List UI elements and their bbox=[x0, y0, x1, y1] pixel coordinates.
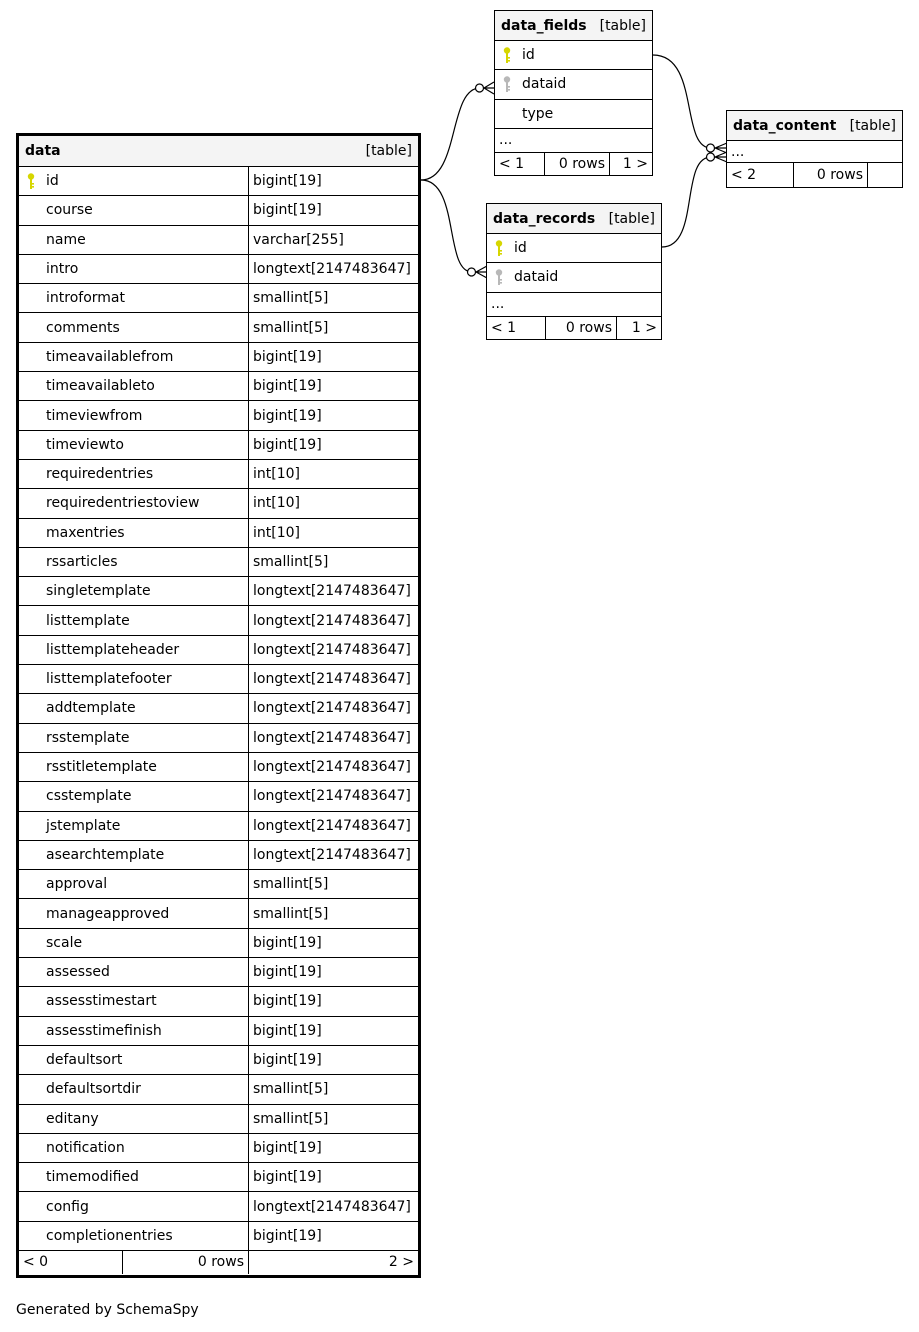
table-row[interactable] bbox=[19, 870, 418, 899]
column-name-cell bbox=[19, 1105, 249, 1133]
table-data-content[interactable] bbox=[726, 110, 903, 188]
column-name-cell bbox=[19, 489, 249, 517]
column-name: type bbox=[522, 105, 554, 122]
column-type: bigint[19] bbox=[253, 1169, 322, 1186]
table-data-fields[interactable] bbox=[494, 10, 653, 176]
table-row[interactable] bbox=[19, 1017, 418, 1046]
table-name: data_records bbox=[493, 210, 596, 227]
column-name-cell bbox=[19, 401, 249, 429]
table-row[interactable] bbox=[19, 841, 418, 870]
column-name: rsstemplate bbox=[46, 729, 130, 746]
table-row[interactable] bbox=[19, 636, 418, 665]
table-row[interactable] bbox=[19, 1046, 418, 1075]
column-name: dataid bbox=[522, 76, 567, 93]
prev-link[interactable]: < 1 bbox=[495, 153, 545, 176]
column-name-cell bbox=[19, 372, 249, 400]
table-row[interactable] bbox=[487, 234, 661, 263]
column-name: jstemplate bbox=[46, 817, 121, 834]
column-type: bigint[19] bbox=[253, 964, 322, 981]
table-row[interactable] bbox=[19, 753, 418, 782]
table-row[interactable] bbox=[19, 1192, 418, 1221]
foreign-key-icon bbox=[494, 268, 504, 286]
column-name-cell bbox=[487, 234, 661, 262]
column-name-cell bbox=[19, 1192, 249, 1220]
column-type: bigint[19] bbox=[253, 378, 322, 395]
table-header bbox=[495, 11, 652, 41]
column-name-cell bbox=[19, 987, 249, 1015]
column-type: bigint[19] bbox=[253, 1052, 322, 1069]
column-type: longtext[2147483647] bbox=[253, 583, 411, 600]
column-name-cell bbox=[19, 958, 249, 986]
column-name: addtemplate bbox=[46, 700, 136, 717]
column-name: defaultsort bbox=[46, 1052, 123, 1069]
column-name-cell bbox=[19, 167, 249, 195]
column-name: manageapproved bbox=[46, 905, 170, 922]
table-name: data_fields bbox=[501, 17, 587, 34]
column-name: timemodified bbox=[46, 1169, 139, 1186]
column-name-cell bbox=[19, 226, 249, 254]
column-name: name bbox=[46, 231, 86, 248]
column-type: smallint[5] bbox=[253, 1081, 329, 1098]
table-row[interactable] bbox=[19, 431, 418, 460]
column-name-cell bbox=[19, 606, 249, 634]
column-name-cell bbox=[19, 1163, 249, 1191]
column-name: assesstimefinish bbox=[46, 1022, 162, 1039]
prev-link[interactable]: < 2 bbox=[727, 163, 794, 187]
next-link[interactable]: 1 > bbox=[631, 320, 657, 337]
column-name: assesstimestart bbox=[46, 993, 157, 1010]
column-name: completionentries bbox=[46, 1227, 173, 1244]
row-count: 0 rows bbox=[123, 1251, 249, 1274]
table-footer bbox=[19, 1251, 418, 1274]
table-row[interactable] bbox=[19, 548, 418, 577]
column-name-cell bbox=[495, 70, 652, 98]
table-row[interactable] bbox=[19, 313, 418, 342]
column-name: listtemplateheader bbox=[46, 641, 180, 658]
column-name: defaultsortdir bbox=[46, 1081, 141, 1098]
primary-key-icon bbox=[26, 172, 36, 190]
column-type: bigint[19] bbox=[253, 407, 322, 424]
table-name: data_content bbox=[733, 117, 837, 134]
table-row[interactable] bbox=[19, 665, 418, 694]
column-type: smallint[5] bbox=[253, 1110, 329, 1127]
link-data-to-data-fields bbox=[421, 88, 480, 180]
column-name-cell bbox=[19, 753, 249, 781]
column-name-cell bbox=[19, 255, 249, 283]
column-name: listtemplatefooter bbox=[46, 671, 172, 688]
table-data[interactable] bbox=[16, 133, 421, 1278]
link-data-to-data-records bbox=[421, 180, 472, 272]
column-name: dataid bbox=[514, 269, 559, 286]
prev-link[interactable]: < 0 bbox=[19, 1251, 123, 1274]
table-row[interactable] bbox=[19, 606, 418, 635]
column-type: bigint[19] bbox=[253, 1227, 322, 1244]
column-name-cell bbox=[19, 548, 249, 576]
column-name: maxentries bbox=[46, 524, 125, 541]
column-type: longtext[2147483647] bbox=[253, 846, 411, 863]
link-data-records-to-data-content bbox=[662, 157, 711, 247]
table-row[interactable] bbox=[19, 196, 418, 225]
column-name-cell bbox=[19, 284, 249, 312]
column-name-cell bbox=[495, 100, 652, 128]
column-type: bigint[19] bbox=[253, 1022, 322, 1039]
column-name-cell bbox=[19, 196, 249, 224]
next-link[interactable]: 2 > bbox=[388, 1254, 414, 1271]
table-header bbox=[19, 136, 418, 167]
column-name: config bbox=[46, 1198, 89, 1215]
table-row[interactable] bbox=[19, 343, 418, 372]
column-name: id bbox=[46, 173, 59, 190]
table-footer bbox=[495, 153, 652, 176]
table-row[interactable] bbox=[19, 1134, 418, 1163]
column-type: bigint[19] bbox=[253, 934, 322, 951]
column-name: id bbox=[514, 240, 527, 257]
column-type: smallint[5] bbox=[253, 290, 329, 307]
table-row[interactable] bbox=[19, 782, 418, 811]
column-type: bigint[19] bbox=[253, 1139, 322, 1156]
row-count: 0 rows bbox=[546, 317, 617, 340]
column-name-cell bbox=[19, 1075, 249, 1103]
table-footer bbox=[727, 163, 902, 187]
column-name-cell bbox=[19, 841, 249, 869]
table-row[interactable] bbox=[487, 263, 661, 292]
table-kind: [table] bbox=[849, 117, 896, 134]
column-name: asearchtemplate bbox=[46, 846, 165, 863]
column-type: longtext[2147483647] bbox=[253, 759, 411, 776]
table-row[interactable] bbox=[19, 724, 418, 753]
column-name-cell bbox=[19, 431, 249, 459]
table-row[interactable] bbox=[19, 987, 418, 1016]
table-row[interactable] bbox=[19, 1163, 418, 1192]
table-footer bbox=[487, 317, 661, 340]
row-count: 0 rows bbox=[794, 163, 868, 187]
table-row[interactable] bbox=[19, 226, 418, 255]
table-row[interactable] bbox=[19, 577, 418, 606]
generated-by-label: Generated by SchemaSpy bbox=[16, 1302, 199, 1318]
column-name-cell bbox=[19, 313, 249, 341]
column-name-cell bbox=[19, 665, 249, 693]
table-row[interactable] bbox=[19, 1222, 418, 1251]
table-row[interactable] bbox=[19, 1075, 418, 1104]
column-name-cell bbox=[19, 636, 249, 664]
column-name-cell bbox=[19, 460, 249, 488]
column-type: bigint[19] bbox=[253, 993, 322, 1010]
column-list bbox=[19, 167, 418, 1251]
column-name-cell bbox=[19, 519, 249, 547]
column-type: longtext[2147483647] bbox=[253, 729, 411, 746]
column-name: course bbox=[46, 202, 93, 219]
next-link[interactable] bbox=[868, 163, 902, 187]
column-name-cell bbox=[19, 694, 249, 722]
column-type: longtext[2147483647] bbox=[253, 261, 411, 278]
column-name: intro bbox=[46, 261, 79, 278]
column-type: int[10] bbox=[253, 466, 300, 483]
column-type: bigint[19] bbox=[253, 202, 322, 219]
column-type: int[10] bbox=[253, 495, 300, 512]
column-name: comments bbox=[46, 319, 120, 336]
column-name: timeavailablefrom bbox=[46, 348, 174, 365]
more-columns: ... bbox=[495, 129, 652, 153]
table-row[interactable] bbox=[19, 284, 418, 313]
column-name-cell bbox=[487, 263, 661, 291]
column-type: longtext[2147483647] bbox=[253, 817, 411, 834]
table-row[interactable] bbox=[19, 460, 418, 489]
table-row[interactable] bbox=[495, 70, 652, 99]
column-name: approval bbox=[46, 876, 108, 893]
prev-link[interactable]: < 1 bbox=[487, 317, 546, 340]
table-name: data bbox=[25, 143, 61, 159]
column-name-cell bbox=[19, 1017, 249, 1045]
table-row[interactable] bbox=[19, 812, 418, 841]
column-name: timeavailableto bbox=[46, 378, 155, 395]
column-name-cell bbox=[19, 1134, 249, 1162]
column-name-cell bbox=[19, 343, 249, 371]
column-name: singletemplate bbox=[46, 583, 151, 600]
column-name-cell bbox=[495, 41, 652, 69]
column-type: longtext[2147483647] bbox=[253, 612, 411, 629]
row-count: 0 rows bbox=[545, 153, 610, 176]
table-kind: [table] bbox=[608, 210, 655, 227]
column-name-cell bbox=[19, 724, 249, 752]
table-row[interactable] bbox=[19, 255, 418, 284]
table-row[interactable] bbox=[19, 372, 418, 401]
column-name: rsstitletemplate bbox=[46, 759, 157, 776]
table-row[interactable] bbox=[495, 41, 652, 70]
column-name: introformat bbox=[46, 290, 125, 307]
column-name-cell bbox=[19, 812, 249, 840]
column-name: csstemplate bbox=[46, 788, 132, 805]
column-name: id bbox=[522, 47, 535, 64]
column-type: longtext[2147483647] bbox=[253, 671, 411, 688]
primary-key-icon bbox=[494, 239, 504, 257]
column-name: rssarticles bbox=[46, 554, 118, 570]
column-name-cell bbox=[19, 870, 249, 898]
column-type: smallint[5] bbox=[253, 905, 329, 922]
table-kind: [table] bbox=[365, 143, 412, 159]
column-name: editany bbox=[46, 1110, 99, 1127]
table-header bbox=[487, 204, 661, 234]
table-row[interactable] bbox=[495, 100, 652, 129]
column-type: longtext[2147483647] bbox=[253, 1198, 411, 1215]
table-row[interactable] bbox=[19, 1105, 418, 1134]
column-name: requiredentries bbox=[46, 466, 154, 483]
column-name: listtemplate bbox=[46, 612, 130, 629]
column-type: bigint[19] bbox=[253, 173, 322, 190]
more-columns: ... bbox=[727, 141, 902, 163]
foreign-key-icon bbox=[502, 75, 512, 93]
table-row[interactable] bbox=[19, 167, 418, 196]
column-list bbox=[487, 234, 661, 293]
column-name: timeviewfrom bbox=[46, 407, 143, 424]
column-name: timeviewto bbox=[46, 436, 124, 453]
column-type: bigint[19] bbox=[253, 436, 322, 453]
primary-key-icon bbox=[502, 46, 512, 64]
column-name: notification bbox=[46, 1139, 125, 1156]
column-type: varchar[255] bbox=[253, 231, 344, 248]
link-data-fields-to-data-content bbox=[653, 55, 711, 148]
column-name-cell bbox=[19, 899, 249, 927]
column-name: assessed bbox=[46, 964, 110, 981]
column-type: bigint[19] bbox=[253, 348, 322, 365]
column-list bbox=[495, 41, 652, 129]
column-type: longtext[2147483647] bbox=[253, 641, 411, 658]
column-type: int[10] bbox=[253, 524, 300, 541]
table-data-records[interactable] bbox=[486, 203, 662, 340]
table-row[interactable] bbox=[19, 519, 418, 548]
column-type: smallint[5] bbox=[253, 319, 329, 336]
column-type: longtext[2147483647] bbox=[253, 788, 411, 805]
column-name-cell bbox=[19, 577, 249, 605]
table-row[interactable] bbox=[19, 694, 418, 723]
column-name-cell bbox=[19, 782, 249, 810]
table-row[interactable] bbox=[19, 489, 418, 518]
table-header bbox=[727, 111, 902, 141]
column-type: longtext[2147483647] bbox=[253, 700, 411, 717]
column-name-cell bbox=[19, 1222, 249, 1250]
column-name-cell bbox=[19, 1046, 249, 1074]
column-type: smallint[5] bbox=[253, 554, 329, 570]
table-row[interactable] bbox=[19, 958, 418, 987]
column-name: requiredentriestoview bbox=[46, 495, 200, 512]
more-columns: ... bbox=[487, 293, 661, 317]
column-name: scale bbox=[46, 934, 83, 951]
table-row[interactable] bbox=[19, 401, 418, 430]
table-kind: [table] bbox=[599, 17, 646, 34]
column-type: smallint[5] bbox=[253, 876, 329, 893]
column-name-cell bbox=[19, 929, 249, 957]
table-row[interactable] bbox=[19, 929, 418, 958]
table-row[interactable] bbox=[19, 899, 418, 928]
next-link[interactable]: 1 > bbox=[622, 156, 648, 173]
